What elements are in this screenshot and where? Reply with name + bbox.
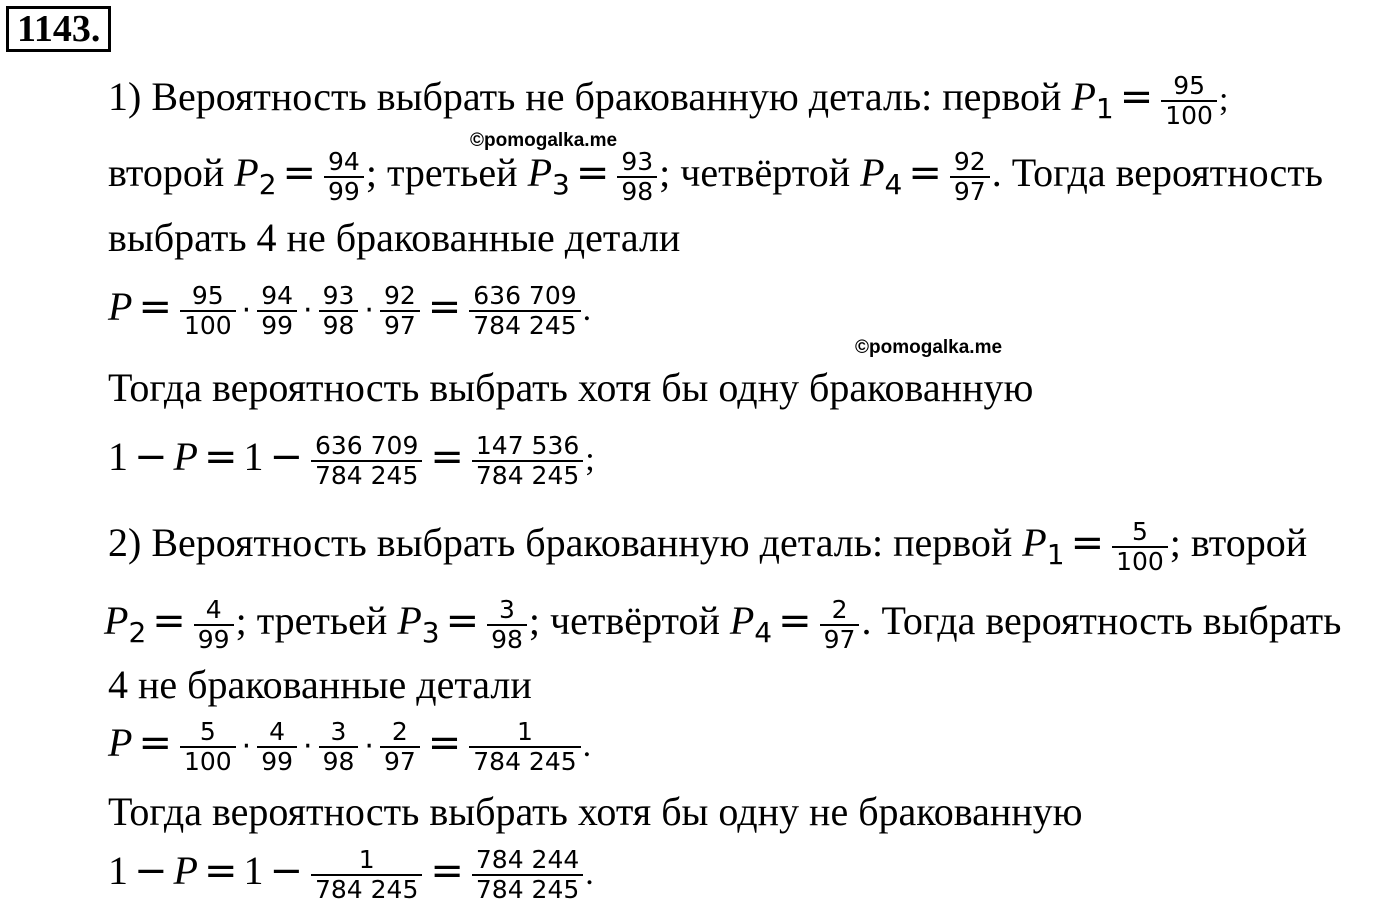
watermark: ©pomogalka.me xyxy=(470,130,618,151)
text-second: второй xyxy=(108,150,225,196)
p2-line-1: 2) Вероятность выбрать бракованную деталь: первой $P_1$ = $\frac{5}{100}$ ; второй xyxy=(108,517,1308,576)
watermark: ©pomogalka.me xyxy=(855,337,1003,358)
p1-line-5: Тогда вероятность выбрать хотя бы одну бракованную xyxy=(108,365,1034,410)
p2-line-5: Тогда вероятность выбрать хотя бы одну не бракованную xyxy=(108,789,1083,834)
fraction: $\frac{95}{100}$ xyxy=(1161,72,1217,130)
p1-line-1: 1) Вероятность выбрать не бракованную деталь: первой $P_1$ = $\frac{95}{100}$ ; xyxy=(108,71,1229,130)
text-third: ; третьей xyxy=(365,150,518,196)
text-fourth: ; четвёртой xyxy=(659,150,851,196)
p1-line-3: выбрать 4 не бракованные детали xyxy=(108,215,681,260)
text-then: . Тогда вероятность xyxy=(991,150,1324,196)
fraction: $\frac{93}{98}$ xyxy=(617,148,657,206)
p2-equation: P = $\frac{5}{100}$ · $\frac{4}{99}$ · $\frac{3}{98}$ · $\frac{2}{97}$ = $\frac{1}{784 245}$ . xyxy=(108,717,592,776)
p1-equation: P = $\frac{95}{100}$ · $\frac{94}{99}$ · $\frac{93}{98}$ · $\frac{92}{97}$ = $\frac{636 709}{784 245}$ . xyxy=(108,281,592,340)
p1-intro-text: 1) Вероятность выбрать не бракованную деталь: первой xyxy=(108,74,1062,120)
p2-complement: 1 − P = 1 − $\frac{1}{784 245}$ = $\frac{784 244}{784 245}$ . xyxy=(108,845,594,904)
p1-line-2: второй $P_2$ = $\frac{94}{99}$ ; третьей $P_3$ = $\frac{93}{98}$ ; четвёртой $P_4$ = $\frac{92}{97}$ . Тогда вероятность xyxy=(108,147,1324,206)
p2-line-3: 4 не бракованные детали xyxy=(108,662,532,707)
p1-complement: 1 − P = 1 − $\frac{636 709}{784 245}$ = $\frac{147 536}{784 245}$ ; xyxy=(108,431,595,490)
p2-line-2: $P_2$ = $\frac{4}{99}$ ; третьей $P_3$ = $\frac{3}{98}$ ; четвёртой $P_4$ = $\frac{2}{97}$ . Тогда вероятность выбрать xyxy=(104,595,1342,654)
fraction: $\frac{94}{99}$ xyxy=(324,148,364,206)
fraction: $\frac{92}{97}$ xyxy=(950,148,990,206)
p2-intro-text: 2) Вероятность выбрать бракованную деталь: первой xyxy=(108,520,1013,566)
problem-number: 1143. xyxy=(6,6,111,52)
